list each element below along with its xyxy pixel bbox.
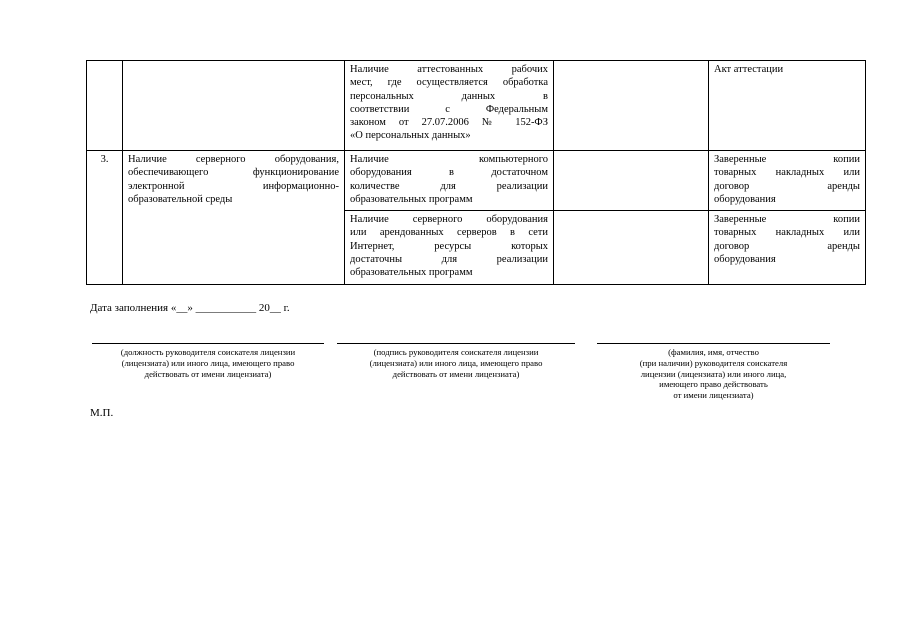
cell-text-line: договор аренды <box>714 240 860 252</box>
cell-text-line: Наличие компьютерного <box>350 154 548 165</box>
cell-text-line: соответствии с Федеральным <box>350 103 548 115</box>
fill-date-line: Дата заполнения «__» ___________ 20__ г. <box>90 302 290 314</box>
cell-text-line: Заверенные копии <box>714 154 860 165</box>
requirements-table-body <box>87 61 866 285</box>
requirement-cell <box>345 211 554 285</box>
notes-cell <box>554 211 709 285</box>
row-number-cell <box>87 61 123 151</box>
cell-text-line: Наличие серверного оборудования, <box>128 154 339 165</box>
cell-text-line: количестве для реализации <box>350 180 548 192</box>
cell-text-line: Наличие аттестованных рабочих <box>350 64 548 75</box>
cell-text-line: образовательной среды <box>128 193 233 205</box>
cell-text-line: Заверенные копии <box>714 214 860 225</box>
signature-line-signature <box>337 343 575 344</box>
supporting-document-cell <box>709 61 866 151</box>
cell-text-line: обеспечивающего функционирование <box>128 167 339 179</box>
notes-cell <box>554 61 709 151</box>
table-row <box>87 151 866 211</box>
condition-cell <box>123 61 345 151</box>
cell-text-line: договор аренды <box>714 180 860 192</box>
cell-text-line: электронной информационно- <box>128 180 339 192</box>
cell-text-line: «О персональных данных» <box>350 130 471 142</box>
supporting-document-cell <box>709 151 866 211</box>
cell-text-line: товарных накладных или <box>714 227 860 239</box>
signature-line-position <box>92 343 324 344</box>
cell-text-line: законом от 27.07.2006 № 152-ФЗ <box>350 117 548 129</box>
signature-caption-signature: (подпись руководителя соискателя лицензии (лицензиата) или иного лица, имеющего право действовать от имени лицензиата) <box>369 347 543 379</box>
cell-text-line: оборудования <box>714 193 776 205</box>
cell-text-line: товарных накладных или <box>714 167 860 179</box>
cell-text-line: образовательных программ <box>350 193 473 205</box>
cell-text-line: мест, где осуществляется обработка <box>350 77 548 89</box>
requirement-cell <box>345 61 554 151</box>
table-row <box>87 61 866 151</box>
cell-text-line: оборудования в достаточном <box>350 167 548 179</box>
requirement-cell <box>345 151 554 211</box>
signature-caption-position: (должность руководителя соискателя лицензии (лицензиата) или иного лица, имеющего право действовать от имени лицензиата) <box>120 347 296 379</box>
signature-caption-name: (фамилия, имя, отчество (при наличии) руководителя соискателя лицензии (лицензиата) или иного лица, имеющего право действовать от имени лицензиата) <box>639 347 788 401</box>
cell-text-line: Наличие серверного оборудования <box>350 214 548 225</box>
notes-cell <box>554 151 709 211</box>
cell-text-line: персональных данных в <box>350 90 548 102</box>
condition-cell <box>123 151 345 285</box>
signature-line-name <box>597 343 830 344</box>
supporting-document-cell <box>709 211 866 285</box>
cell-text-line: оборудования <box>714 253 776 265</box>
requirements-table <box>86 60 866 285</box>
seal-placeholder: М.П. <box>90 407 114 419</box>
cell-text-line: или арендованных серверов в сети <box>350 227 548 239</box>
cell-text-line: Интернет, ресурсы которых <box>350 240 548 252</box>
row-number-cell: 3. <box>87 151 123 285</box>
cell-text-line: образовательных программ <box>350 267 473 279</box>
cell-text-line: достаточны для реализации <box>350 253 548 265</box>
cell-text-line: Акт аттестации <box>714 64 784 75</box>
